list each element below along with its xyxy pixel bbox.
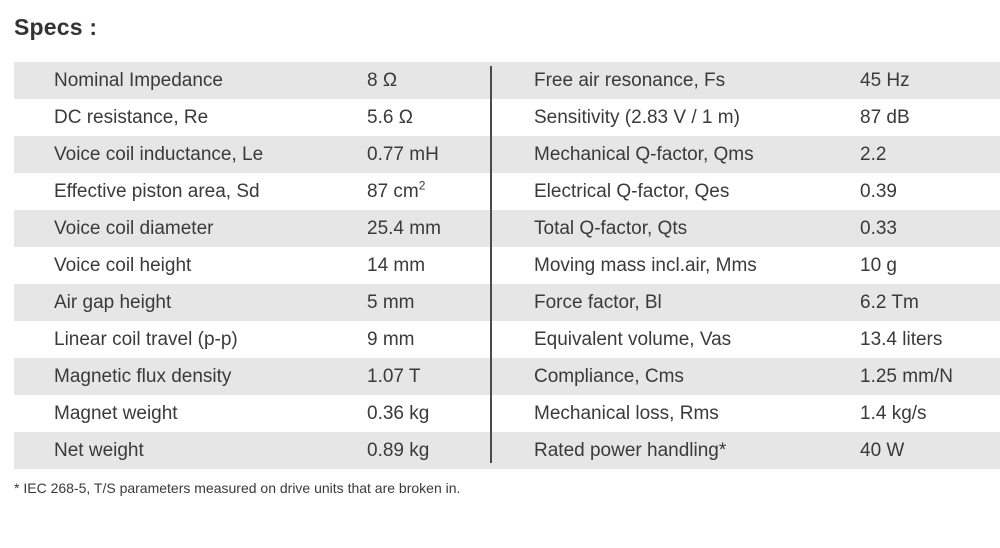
- spec-label: Air gap height: [54, 292, 172, 313]
- column-divider: [490, 66, 492, 463]
- spec-value: 0.33: [860, 218, 897, 239]
- spec-value: 1.25 mm/N: [860, 366, 953, 387]
- spec-label: Nominal Impedance: [54, 70, 223, 91]
- spec-value-text: 87 cm: [367, 181, 419, 202]
- spec-label: Effective piston area, Sd: [54, 181, 260, 202]
- spec-label: Magnetic flux density: [54, 366, 232, 387]
- spec-label: Electrical Q-factor, Qes: [534, 181, 730, 202]
- spec-value: 0.36 kg: [367, 403, 430, 424]
- spec-label: Linear coil travel (p-p): [54, 329, 238, 350]
- spec-value: 0.39: [860, 181, 897, 202]
- footnote: * IEC 268-5, T/S parameters measured on drive units that are broken in.: [14, 480, 461, 496]
- table-row: [14, 358, 1000, 395]
- spec-value: 5.6 Ω: [367, 107, 413, 128]
- spec-value: [367, 173, 425, 210]
- table-row: [14, 395, 1000, 432]
- spec-value: 0.89 kg: [367, 440, 430, 461]
- spec-value: 9 mm: [367, 329, 415, 350]
- spec-value: 2.2: [860, 144, 887, 165]
- spec-label: Voice coil inductance, Le: [54, 144, 264, 165]
- spec-label: Voice coil height: [54, 255, 192, 276]
- table-row: [14, 284, 1000, 321]
- spec-label: Moving mass incl.air, Mms: [534, 255, 757, 276]
- spec-label: Total Q-factor, Qts: [534, 218, 688, 239]
- table-row: [14, 136, 1000, 173]
- table-row: [14, 173, 1000, 210]
- spec-value: 87 dB: [860, 107, 910, 128]
- spec-value: 45 Hz: [860, 70, 910, 91]
- page-title: Specs :: [14, 14, 98, 40]
- table-row: [14, 247, 1000, 284]
- spec-value: 8 Ω: [367, 70, 398, 91]
- table-row: [14, 99, 1000, 136]
- spec-value: 40 W: [860, 440, 905, 461]
- spec-label: Sensitivity (2.83 V / 1 m): [534, 107, 740, 128]
- spec-label: DC resistance, Re: [54, 107, 209, 128]
- spec-value: 13.4 liters: [860, 329, 943, 350]
- spec-label: Voice coil diameter: [54, 218, 214, 239]
- spec-value: 6.2 Tm: [860, 292, 919, 313]
- spec-label: Free air resonance, Fs: [534, 70, 726, 91]
- spec-label: Mechanical loss, Rms: [534, 403, 719, 424]
- spec-value: 5 mm: [367, 292, 415, 313]
- table-row: [14, 210, 1000, 247]
- spec-label: Compliance, Cms: [534, 366, 684, 387]
- table-row: [14, 321, 1000, 358]
- spec-value: 0.77 mH: [367, 144, 439, 165]
- spec-label: Equivalent volume, Vas: [534, 329, 732, 350]
- spec-label: Rated power handling*: [534, 440, 727, 461]
- superscript: 2: [418, 178, 426, 193]
- spec-label: Magnet weight: [54, 403, 178, 424]
- specs-table: [14, 62, 1000, 469]
- spec-value: 1.07 T: [367, 366, 421, 387]
- spec-value: 14 mm: [367, 255, 426, 276]
- spec-label: Force factor, Bl: [534, 292, 662, 313]
- spec-value: 1.4 kg/s: [860, 403, 927, 424]
- table-row: [14, 432, 1000, 469]
- table-row: [14, 62, 1000, 99]
- spec-value: 10 g: [860, 255, 897, 276]
- spec-label: Mechanical Q-factor, Qms: [534, 144, 754, 165]
- spec-value: 25.4 mm: [367, 218, 441, 239]
- spec-label: Net weight: [54, 440, 144, 461]
